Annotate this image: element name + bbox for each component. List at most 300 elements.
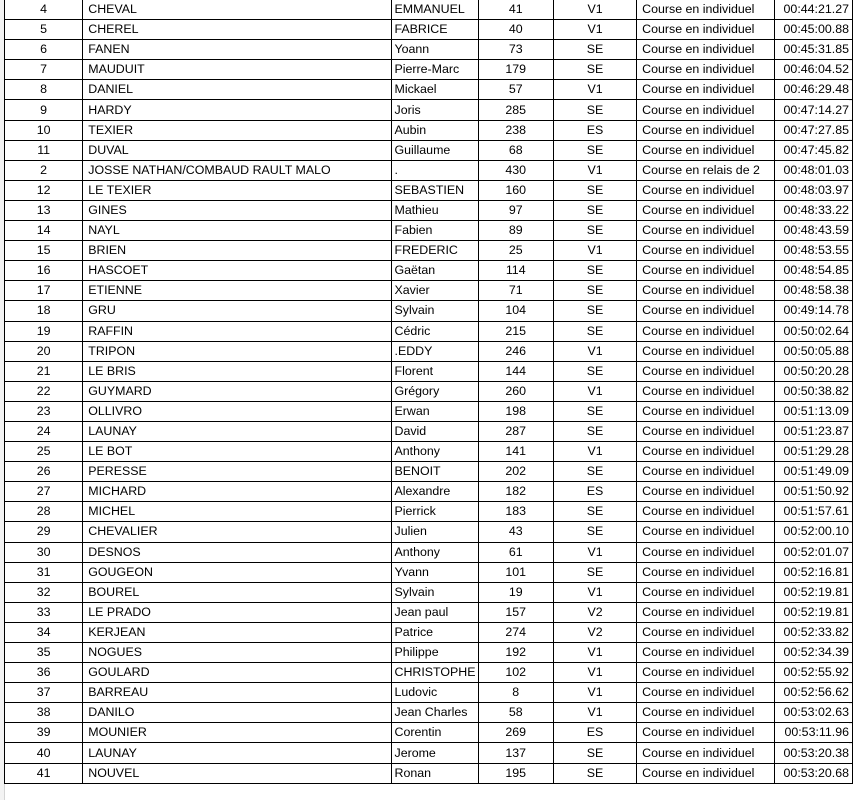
cell-category[interactable]: SE xyxy=(553,462,636,482)
cell-category[interactable]: SE xyxy=(553,522,636,542)
cell-bib-number[interactable]: 137 xyxy=(478,743,553,763)
cell-first-name[interactable]: Alexandre xyxy=(391,482,478,502)
cell-race-type[interactable]: Course en individuel xyxy=(637,401,775,421)
cell-first-name[interactable]: . xyxy=(391,160,478,180)
cell-rank[interactable]: 19 xyxy=(5,321,83,341)
cell-race-type[interactable]: Course en individuel xyxy=(637,221,775,241)
cell-rank[interactable]: 37 xyxy=(5,683,83,703)
cell-last-name[interactable]: MICHARD xyxy=(83,482,391,502)
table-row xyxy=(5,200,853,220)
cell-first-name[interactable]: Jerome xyxy=(391,743,478,763)
cell-time[interactable]: 00:47:14.27 xyxy=(775,100,853,120)
cell-rank[interactable]: 27 xyxy=(5,482,83,502)
cell-time[interactable]: 00:52:00.10 xyxy=(775,522,853,542)
cell-rank[interactable]: 41 xyxy=(5,763,83,783)
cell-rank[interactable]: 13 xyxy=(5,200,83,220)
cell-last-name[interactable]: BARREAU xyxy=(83,683,391,703)
cell-time[interactable]: 00:51:57.61 xyxy=(775,502,853,522)
cell-rank[interactable]: 39 xyxy=(5,723,83,743)
cell-rank[interactable]: 21 xyxy=(5,361,83,381)
cell-first-name[interactable]: Grégory xyxy=(391,381,478,401)
cell-last-name[interactable]: OLLIVRO xyxy=(83,401,391,421)
cell-race-type[interactable]: Course en individuel xyxy=(637,421,775,441)
cell-category[interactable]: ES xyxy=(553,482,636,502)
cell-bib-number[interactable]: 144 xyxy=(478,361,553,381)
cell-time[interactable]: 00:52:33.82 xyxy=(775,622,853,642)
table-row xyxy=(5,100,853,120)
cell-rank[interactable]: 35 xyxy=(5,643,83,663)
cell-race-type[interactable]: Course en individuel xyxy=(637,40,775,60)
cell-last-name[interactable]: GINES xyxy=(83,200,391,220)
table-row xyxy=(5,421,853,441)
cell-bib-number[interactable]: 68 xyxy=(478,140,553,160)
cell-last-name[interactable]: KERJEAN xyxy=(83,622,391,642)
cell-race-type[interactable]: Course en individuel xyxy=(637,301,775,321)
cell-race-type[interactable]: Course en individuel xyxy=(637,0,775,20)
cell-time[interactable]: 00:53:20.38 xyxy=(775,743,853,763)
cell-category[interactable]: V1 xyxy=(553,683,636,703)
cell-rank[interactable]: 31 xyxy=(5,562,83,582)
cell-category[interactable]: ES xyxy=(553,120,636,140)
table-row xyxy=(5,361,853,381)
table-row xyxy=(5,582,853,602)
cell-bib-number[interactable]: 61 xyxy=(478,542,553,562)
cell-bib-number[interactable]: 141 xyxy=(478,442,553,462)
cell-race-type[interactable]: Course en individuel xyxy=(637,80,775,100)
cell-bib-number[interactable]: 269 xyxy=(478,723,553,743)
cell-first-name[interactable]: BENOIT xyxy=(391,462,478,482)
cell-category[interactable]: SE xyxy=(553,743,636,763)
cell-race-type[interactable]: Course en relais de 2 xyxy=(637,160,775,180)
cell-bib-number[interactable]: 157 xyxy=(478,602,553,622)
cell-bib-number[interactable]: 198 xyxy=(478,401,553,421)
cell-category[interactable]: V1 xyxy=(553,582,636,602)
cell-bib-number[interactable]: 43 xyxy=(478,522,553,542)
cell-category[interactable]: V2 xyxy=(553,602,636,622)
cell-first-name[interactable]: Anthony xyxy=(391,442,478,462)
cell-race-type[interactable]: Course en individuel xyxy=(637,582,775,602)
cell-rank[interactable]: 4 xyxy=(5,0,83,20)
cell-last-name[interactable]: GUYMARD xyxy=(83,381,391,401)
table-row xyxy=(5,683,853,703)
cell-bib-number[interactable]: 160 xyxy=(478,180,553,200)
cell-race-type[interactable]: Course en individuel xyxy=(637,200,775,220)
cell-rank[interactable]: 28 xyxy=(5,502,83,522)
cell-first-name[interactable]: SEBASTIEN xyxy=(391,180,478,200)
cell-first-name[interactable]: Patrice xyxy=(391,622,478,642)
cell-rank[interactable]: 17 xyxy=(5,281,83,301)
cell-rank[interactable]: 6 xyxy=(5,40,83,60)
cell-race-type[interactable]: Course en individuel xyxy=(637,341,775,361)
cell-first-name[interactable]: Florent xyxy=(391,361,478,381)
cell-first-name[interactable]: Corentin xyxy=(391,723,478,743)
cell-last-name[interactable]: GOULARD xyxy=(83,663,391,683)
cell-race-type[interactable]: Course en individuel xyxy=(637,562,775,582)
table-row xyxy=(5,381,853,401)
cell-last-name[interactable]: LE TEXIER xyxy=(83,180,391,200)
table-row xyxy=(5,663,853,683)
cell-last-name[interactable]: MAUDUIT xyxy=(83,60,391,80)
cell-last-name[interactable]: DUVAL xyxy=(83,140,391,160)
table-row xyxy=(5,341,853,361)
cell-category[interactable]: SE xyxy=(553,421,636,441)
cell-last-name[interactable]: NAYL xyxy=(83,221,391,241)
cell-rank[interactable]: 25 xyxy=(5,442,83,462)
cell-last-name[interactable]: NOUVEL xyxy=(83,763,391,783)
cell-first-name[interactable]: Julien xyxy=(391,522,478,542)
cell-bib-number[interactable]: 58 xyxy=(478,703,553,723)
cell-bib-number[interactable]: 179 xyxy=(478,60,553,80)
cell-rank[interactable]: 5 xyxy=(5,20,83,40)
cell-first-name[interactable]: Ronan xyxy=(391,763,478,783)
cell-last-name[interactable]: TRIPON xyxy=(83,341,391,361)
cell-bib-number[interactable]: 57 xyxy=(478,80,553,100)
cell-first-name[interactable]: Ludovic xyxy=(391,683,478,703)
table-row xyxy=(5,763,853,783)
cell-time[interactable]: 00:52:34.39 xyxy=(775,643,853,663)
cell-category[interactable]: V1 xyxy=(553,442,636,462)
cell-time[interactable]: 00:48:54.85 xyxy=(775,261,853,281)
cell-race-type[interactable]: Course en individuel xyxy=(637,20,775,40)
cell-race-type[interactable]: Course en individuel xyxy=(637,743,775,763)
cell-rank[interactable]: 15 xyxy=(5,241,83,261)
cell-first-name[interactable]: Mickael xyxy=(391,80,478,100)
cell-bib-number[interactable]: 104 xyxy=(478,301,553,321)
cell-bib-number[interactable]: 8 xyxy=(478,683,553,703)
cell-category[interactable]: V1 xyxy=(553,0,636,20)
cell-category[interactable]: V1 xyxy=(553,341,636,361)
cell-last-name[interactable]: HASCOET xyxy=(83,261,391,281)
cell-bib-number[interactable]: 71 xyxy=(478,281,553,301)
cell-race-type[interactable]: Course en individuel xyxy=(637,60,775,80)
cell-first-name[interactable]: Yoann xyxy=(391,40,478,60)
cell-race-type[interactable]: Course en individuel xyxy=(637,261,775,281)
cell-rank[interactable]: 32 xyxy=(5,582,83,602)
cell-last-name[interactable]: DANILO xyxy=(83,703,391,723)
cell-bib-number[interactable]: 195 xyxy=(478,763,553,783)
cell-last-name[interactable]: BRIEN xyxy=(83,241,391,261)
cell-race-type[interactable]: Course en individuel xyxy=(637,381,775,401)
cell-category[interactable]: SE xyxy=(553,562,636,582)
cell-last-name[interactable]: MOUNIER xyxy=(83,723,391,743)
cell-last-name[interactable]: HARDY xyxy=(83,100,391,120)
table-row xyxy=(5,643,853,663)
cell-time[interactable]: 00:53:11.96 xyxy=(775,723,853,743)
cell-category[interactable]: SE xyxy=(553,60,636,80)
cell-bib-number[interactable]: 246 xyxy=(478,341,553,361)
cell-first-name[interactable]: EMMANUEL xyxy=(391,0,478,20)
cell-race-type[interactable]: Course en individuel xyxy=(637,281,775,301)
cell-race-type[interactable]: Course en individuel xyxy=(637,120,775,140)
cell-category[interactable]: SE xyxy=(553,361,636,381)
cell-category[interactable]: SE xyxy=(553,200,636,220)
cell-time[interactable]: 00:48:43.59 xyxy=(775,221,853,241)
cell-category[interactable]: V1 xyxy=(553,643,636,663)
cell-bib-number[interactable]: 19 xyxy=(478,582,553,602)
cell-last-name[interactable]: GOUGEON xyxy=(83,562,391,582)
cell-race-type[interactable]: Course en individuel xyxy=(637,100,775,120)
cell-last-name[interactable]: FANEN xyxy=(83,40,391,60)
cell-rank[interactable]: 18 xyxy=(5,301,83,321)
cell-rank[interactable]: 12 xyxy=(5,180,83,200)
cell-first-name[interactable]: David xyxy=(391,421,478,441)
cell-rank[interactable]: 20 xyxy=(5,341,83,361)
cell-rank[interactable]: 30 xyxy=(5,542,83,562)
cell-category[interactable]: SE xyxy=(553,180,636,200)
cell-first-name[interactable]: Philippe xyxy=(391,643,478,663)
table-row xyxy=(5,301,853,321)
table-row xyxy=(5,462,853,482)
cell-rank[interactable]: 36 xyxy=(5,663,83,683)
table-row xyxy=(5,180,853,200)
table-row xyxy=(5,80,853,100)
cell-category[interactable]: SE xyxy=(553,502,636,522)
cell-rank[interactable]: 23 xyxy=(5,401,83,421)
cell-rank[interactable]: 7 xyxy=(5,60,83,80)
cell-bib-number[interactable]: 183 xyxy=(478,502,553,522)
cell-rank[interactable]: 2 xyxy=(5,160,83,180)
cell-first-name[interactable]: Fabien xyxy=(391,221,478,241)
cell-time[interactable]: 00:46:29.48 xyxy=(775,80,853,100)
cell-race-type[interactable]: Course en individuel xyxy=(637,683,775,703)
cell-bib-number[interactable]: 430 xyxy=(478,160,553,180)
cell-first-name[interactable]: Sylvain xyxy=(391,301,478,321)
cell-time[interactable]: 00:52:19.81 xyxy=(775,602,853,622)
cell-time[interactable]: 00:51:29.28 xyxy=(775,442,853,462)
cell-category[interactable]: V1 xyxy=(553,80,636,100)
cell-time[interactable]: 00:51:13.09 xyxy=(775,401,853,421)
cell-last-name[interactable]: LE BRIS xyxy=(83,361,391,381)
cell-category[interactable]: V1 xyxy=(553,663,636,683)
table-row xyxy=(5,221,853,241)
cell-category[interactable]: SE xyxy=(553,321,636,341)
cell-race-type[interactable]: Course en individuel xyxy=(637,321,775,341)
cell-category[interactable]: SE xyxy=(553,140,636,160)
cell-first-name[interactable]: Cédric xyxy=(391,321,478,341)
table-row xyxy=(5,241,853,261)
cell-race-type[interactable]: Course en individuel xyxy=(637,462,775,482)
cell-race-type[interactable]: Course en individuel xyxy=(637,361,775,381)
cell-race-type[interactable]: Course en individuel xyxy=(637,482,775,502)
cell-last-name[interactable]: DANIEL xyxy=(83,80,391,100)
cell-time[interactable]: 00:48:33.22 xyxy=(775,200,853,220)
cell-first-name[interactable]: Jean paul xyxy=(391,602,478,622)
cell-bib-number[interactable]: 102 xyxy=(478,663,553,683)
cell-category[interactable]: SE xyxy=(553,281,636,301)
cell-time[interactable]: 00:50:05.88 xyxy=(775,341,853,361)
cell-last-name[interactable]: LAUNAY xyxy=(83,743,391,763)
cell-first-name[interactable]: CHRISTOPHE xyxy=(391,663,478,683)
cell-time[interactable]: 00:52:56.62 xyxy=(775,683,853,703)
cell-race-type[interactable]: Course en individuel xyxy=(637,663,775,683)
cell-time[interactable]: 00:50:02.64 xyxy=(775,321,853,341)
cell-first-name[interactable]: Pierrick xyxy=(391,502,478,522)
cell-category[interactable]: V1 xyxy=(553,381,636,401)
cell-time[interactable]: 00:51:49.09 xyxy=(775,462,853,482)
cell-category[interactable]: SE xyxy=(553,221,636,241)
cell-rank[interactable]: 16 xyxy=(5,261,83,281)
cell-time[interactable]: 00:44:21.27 xyxy=(775,0,853,20)
cell-race-type[interactable]: Course en individuel xyxy=(637,180,775,200)
cell-bib-number[interactable]: 114 xyxy=(478,261,553,281)
cell-bib-number[interactable]: 40 xyxy=(478,20,553,40)
cell-bib-number[interactable]: 41 xyxy=(478,0,553,20)
cell-last-name[interactable]: CHEVAL xyxy=(83,0,391,20)
cell-first-name[interactable]: Sylvain xyxy=(391,582,478,602)
cell-last-name[interactable]: RAFFIN xyxy=(83,321,391,341)
cell-time[interactable]: 00:47:27.85 xyxy=(775,120,853,140)
cell-first-name[interactable]: Yvann xyxy=(391,562,478,582)
cell-time[interactable]: 00:51:50.92 xyxy=(775,482,853,502)
cell-category[interactable]: SE xyxy=(553,100,636,120)
cell-first-name[interactable]: Pierre-Marc xyxy=(391,60,478,80)
cell-first-name[interactable]: FREDERIC xyxy=(391,241,478,261)
cell-category[interactable]: SE xyxy=(553,763,636,783)
cell-first-name[interactable]: Anthony xyxy=(391,542,478,562)
cell-last-name[interactable]: LE PRADO xyxy=(83,602,391,622)
table-row xyxy=(5,622,853,642)
cell-race-type[interactable]: Course en individuel xyxy=(637,602,775,622)
cell-rank[interactable]: 38 xyxy=(5,703,83,723)
cell-time[interactable]: 00:52:01.07 xyxy=(775,542,853,562)
cell-rank[interactable]: 29 xyxy=(5,522,83,542)
cell-category[interactable]: SE xyxy=(553,401,636,421)
cell-bib-number[interactable]: 285 xyxy=(478,100,553,120)
cell-rank[interactable]: 34 xyxy=(5,622,83,642)
cell-time[interactable]: 00:50:20.28 xyxy=(775,361,853,381)
cell-race-type[interactable]: Course en individuel xyxy=(637,502,775,522)
cell-category[interactable]: SE xyxy=(553,261,636,281)
cell-category[interactable]: SE xyxy=(553,40,636,60)
table-row xyxy=(5,703,853,723)
cell-rank[interactable]: 10 xyxy=(5,120,83,140)
table-row xyxy=(5,542,853,562)
cell-category[interactable]: V1 xyxy=(553,241,636,261)
cell-race-type[interactable]: Course en individuel xyxy=(637,542,775,562)
cell-last-name[interactable]: DESNOS xyxy=(83,542,391,562)
cell-first-name[interactable]: Guillaume xyxy=(391,140,478,160)
cell-race-type[interactable]: Course en individuel xyxy=(637,241,775,261)
cell-category[interactable]: V2 xyxy=(553,622,636,642)
cell-time[interactable]: 00:53:02.63 xyxy=(775,703,853,723)
cell-rank[interactable]: 8 xyxy=(5,80,83,100)
cell-race-type[interactable]: Course en individuel xyxy=(637,763,775,783)
cell-first-name[interactable]: Aubin xyxy=(391,120,478,140)
cell-last-name[interactable]: GRU xyxy=(83,301,391,321)
cell-last-name[interactable]: TEXIER xyxy=(83,120,391,140)
cell-race-type[interactable]: Course en individuel xyxy=(637,622,775,642)
cell-race-type[interactable]: Course en individuel xyxy=(637,643,775,663)
cell-first-name[interactable]: Mathieu xyxy=(391,200,478,220)
cell-first-name[interactable]: .EDDY xyxy=(391,341,478,361)
cell-first-name[interactable]: Gaëtan xyxy=(391,261,478,281)
cell-last-name[interactable]: BOUREL xyxy=(83,582,391,602)
cell-time[interactable]: 00:47:45.82 xyxy=(775,140,853,160)
cell-race-type[interactable]: Course en individuel xyxy=(637,522,775,542)
table-row xyxy=(5,160,853,180)
results-table xyxy=(4,0,853,784)
cell-race-type[interactable]: Course en individuel xyxy=(637,140,775,160)
cell-race-type[interactable]: Course en individuel xyxy=(637,723,775,743)
cell-time[interactable]: 00:50:38.82 xyxy=(775,381,853,401)
cell-rank[interactable]: 22 xyxy=(5,381,83,401)
cell-bib-number[interactable]: 215 xyxy=(478,321,553,341)
cell-last-name[interactable]: NOGUES xyxy=(83,643,391,663)
cell-time[interactable]: 00:52:16.81 xyxy=(775,562,853,582)
cell-first-name[interactable]: Jean Charles xyxy=(391,703,478,723)
cell-last-name[interactable]: MICHEL xyxy=(83,502,391,522)
cell-time[interactable]: 00:48:03.97 xyxy=(775,180,853,200)
table-row xyxy=(5,281,853,301)
cell-bib-number[interactable]: 73 xyxy=(478,40,553,60)
cell-bib-number[interactable]: 182 xyxy=(478,482,553,502)
cell-last-name[interactable]: LE BOT xyxy=(83,442,391,462)
cell-rank[interactable]: 24 xyxy=(5,421,83,441)
cell-time[interactable]: 00:52:55.92 xyxy=(775,663,853,683)
cell-bib-number[interactable]: 192 xyxy=(478,643,553,663)
cell-bib-number[interactable]: 89 xyxy=(478,221,553,241)
cell-last-name[interactable]: CHEVALIER xyxy=(83,522,391,542)
cell-category[interactable]: V1 xyxy=(553,160,636,180)
cell-bib-number[interactable]: 274 xyxy=(478,622,553,642)
cell-time[interactable]: 00:53:20.68 xyxy=(775,763,853,783)
cell-first-name[interactable]: Joris xyxy=(391,100,478,120)
cell-time[interactable]: 00:45:31.85 xyxy=(775,40,853,60)
cell-rank[interactable]: 33 xyxy=(5,602,83,622)
cell-bib-number[interactable]: 260 xyxy=(478,381,553,401)
cell-bib-number[interactable]: 25 xyxy=(478,241,553,261)
cell-last-name[interactable]: LAUNAY xyxy=(83,421,391,441)
cell-rank[interactable]: 40 xyxy=(5,743,83,763)
cell-first-name[interactable]: Xavier xyxy=(391,281,478,301)
cell-rank[interactable]: 9 xyxy=(5,100,83,120)
cell-category[interactable]: V1 xyxy=(553,542,636,562)
cell-bib-number[interactable]: 287 xyxy=(478,421,553,441)
cell-category[interactable]: V1 xyxy=(553,703,636,723)
cell-race-type[interactable]: Course en individuel xyxy=(637,442,775,462)
cell-last-name[interactable]: PERESSE xyxy=(83,462,391,482)
cell-time[interactable]: 00:48:58.38 xyxy=(775,281,853,301)
table-row xyxy=(5,140,853,160)
cell-bib-number[interactable]: 101 xyxy=(478,562,553,582)
cell-time[interactable]: 00:46:04.52 xyxy=(775,60,853,80)
table-row xyxy=(5,522,853,542)
cell-time[interactable]: 00:52:19.81 xyxy=(775,582,853,602)
cell-first-name[interactable]: FABRICE xyxy=(391,20,478,40)
cell-bib-number[interactable]: 202 xyxy=(478,462,553,482)
cell-bib-number[interactable]: 238 xyxy=(478,120,553,140)
cell-last-name[interactable]: JOSSE NATHAN/COMBAUD RAULT MALO xyxy=(83,160,391,180)
table-row xyxy=(5,261,853,281)
cell-time[interactable]: 00:49:14.78 xyxy=(775,301,853,321)
cell-last-name[interactable]: ETIENNE xyxy=(83,281,391,301)
cell-rank[interactable]: 26 xyxy=(5,462,83,482)
cell-time[interactable]: 00:48:53.55 xyxy=(775,241,853,261)
cell-race-type[interactable]: Course en individuel xyxy=(637,703,775,723)
cell-rank[interactable]: 11 xyxy=(5,140,83,160)
cell-category[interactable]: ES xyxy=(553,723,636,743)
cell-category[interactable]: V1 xyxy=(553,20,636,40)
cell-first-name[interactable]: Erwan xyxy=(391,401,478,421)
cell-time[interactable]: 00:45:00.88 xyxy=(775,20,853,40)
cell-rank[interactable]: 14 xyxy=(5,221,83,241)
cell-time[interactable]: 00:51:23.87 xyxy=(775,421,853,441)
table-row xyxy=(5,562,853,582)
cell-bib-number[interactable]: 97 xyxy=(478,200,553,220)
cell-last-name[interactable]: CHEREL xyxy=(83,20,391,40)
cell-time[interactable]: 00:48:01.03 xyxy=(775,160,853,180)
cell-category[interactable]: SE xyxy=(553,301,636,321)
